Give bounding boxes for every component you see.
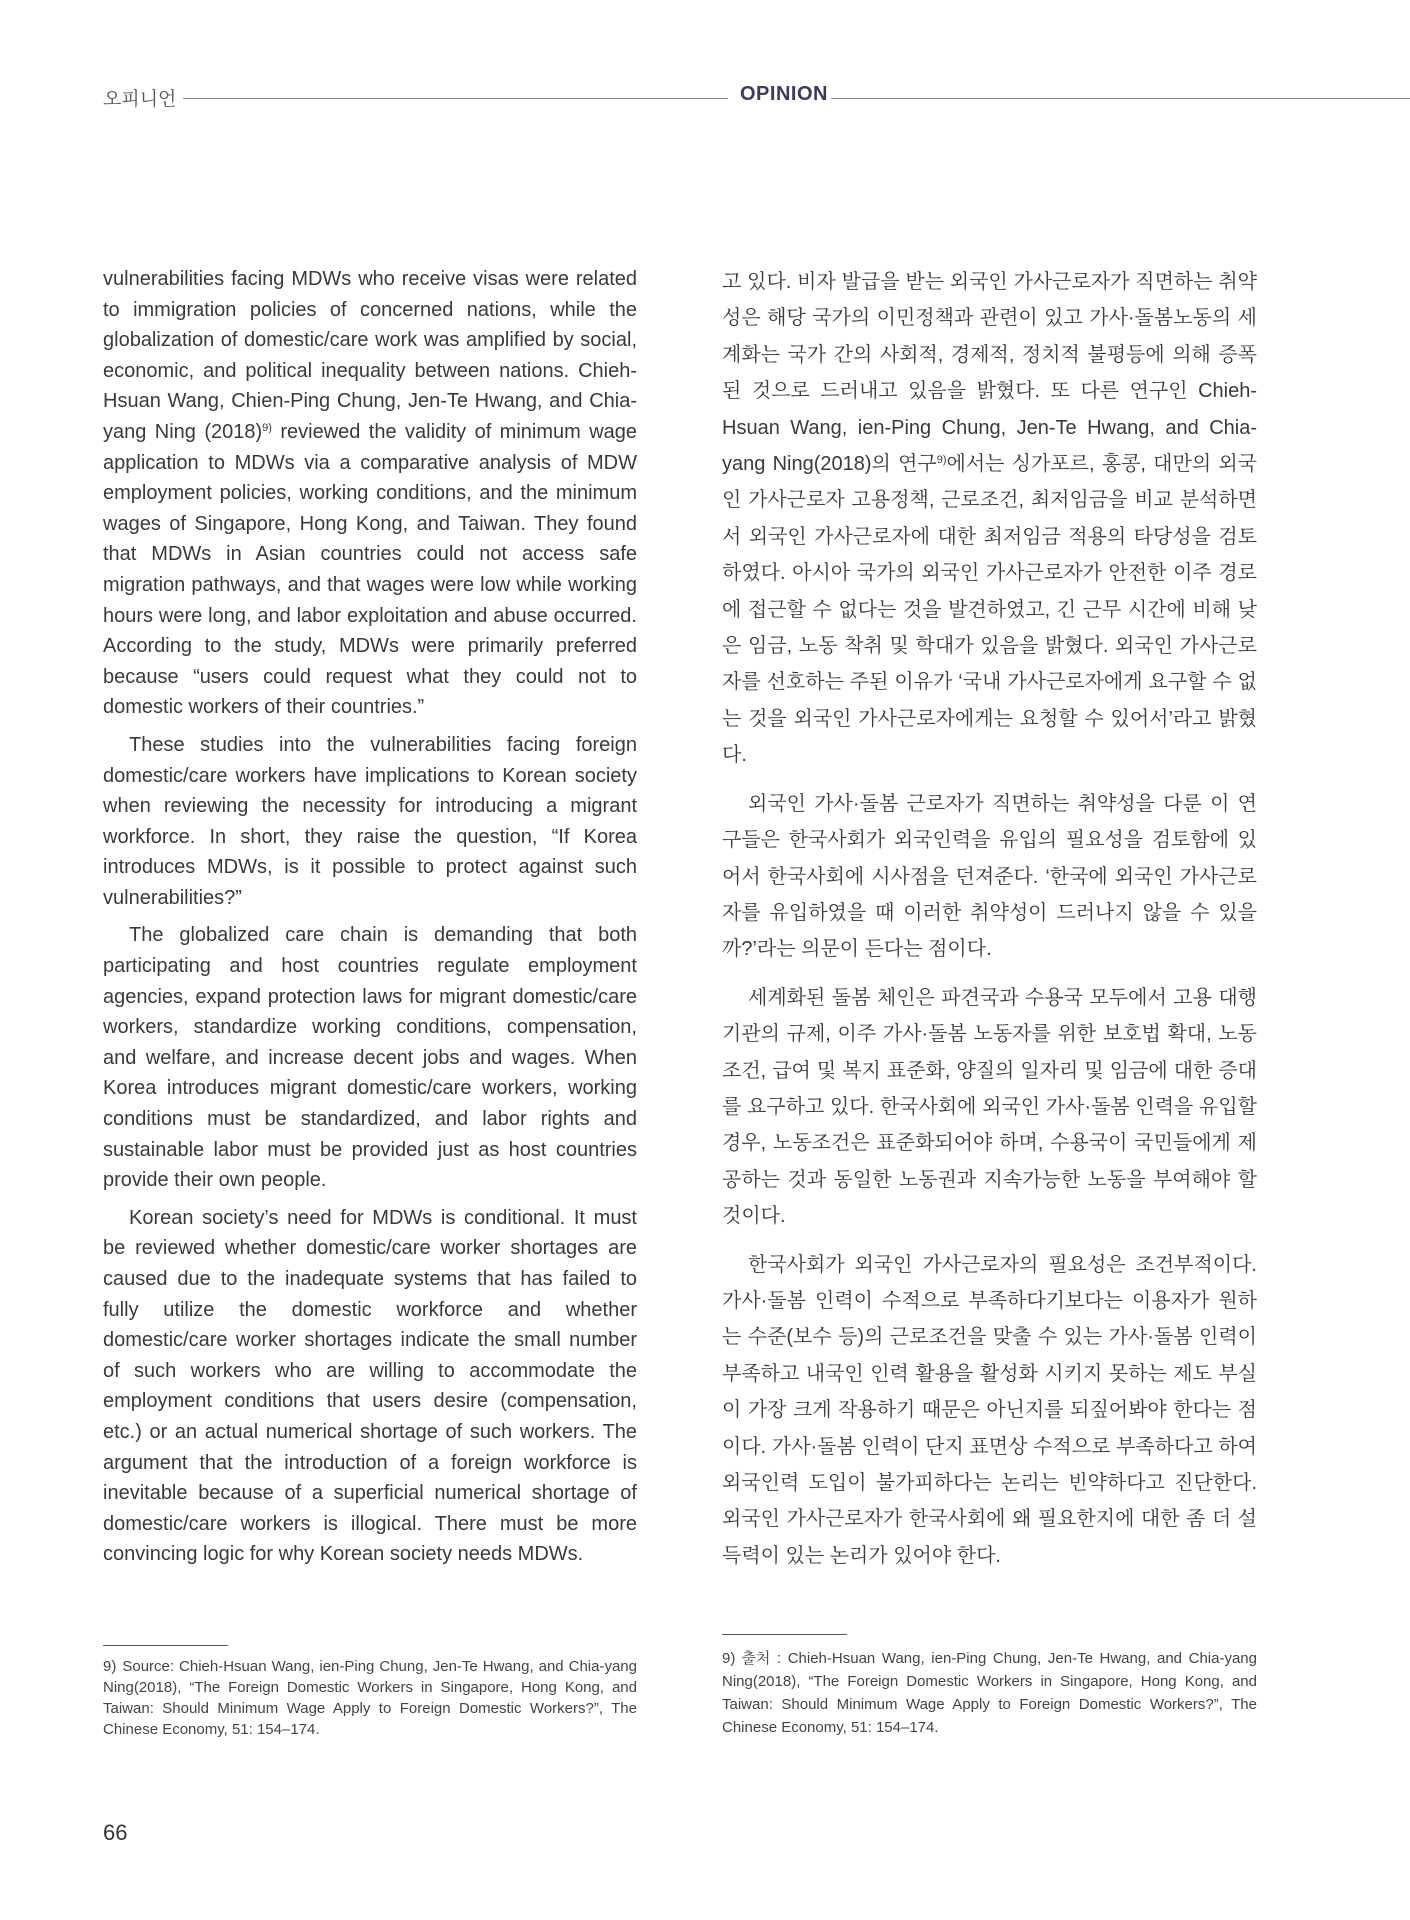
korean-paragraph-1: 고 있다. 비자 발급을 받는 외국인 가사근로자가 직면하는 취약성은 해당 국가의 이민정책과 관련이 있고 가사·돌봄노동의 세계화는 국가 간의 사회적, 경제적, 정치적 불평등에 의해 증폭된 것으로 드러내고 있음을 밝혔다. 또 다른 연구인 Chieh-Hsuan Wang, ien-Ping Chung, Jen-Te Hwang, and Chia-yang Ning(2018)의 연구$^{9)}$에서는 싱가포르, 홍콩, 대만의 외국인 가사근로자 고용정책, 근로조건, 최저임금을 비교 분석하면서 외국인 가사근로자에 대한 최저임금 적용의 타당성을 검토하였다. 아시아 국가의 외국인 가사근로자가 안전한 이주 경로에 접근할 수 없다는 것을 발견하였고, 긴 근무 시간에 비해 낮은 임금, 노동 착취 및 학대가 있음을 밝혔다. 외국인 가사근로자를 선호하는 주된 이유가 ‘국내 가사근로자에게 요구할 수 없는 것을 외국인 가사근로자에게는 요청할 수 있어서’라고 밝혔다.: [722, 271, 1258, 767]
page-number: 66: [103, 1820, 128, 1845]
english-paragraph-3: The globalized care chain is demanding that both participating and host countries regulate employment agencies, expand protection laws for migrant domestic/care workers, standardize working conditions, compensation, and welfare, and increase decent jobs and wages. When Korea introduces migrant domestic/care workers, working conditions must be standardized, and labor rights and sustainable labor must be provided just as host countries provide their own people.: [103, 924, 637, 1192]
english-column: [103, 264, 637, 1577]
footnote-english: 9) Source: Chieh-Hsuan Wang, ien-Ping Chung, Jen-Te Hwang, and Chia-yang Ning(2018), “The Foreign Domestic Workers in Singapore, Hong Kong, and Taiwan: Should Minimum Wage Apply to Foreign Domestic Workers?”, The Chinese Economy, 51: 154–174.: [103, 1658, 637, 1738]
english-paragraph-4: Korean society’s need for MDWs is conditional. It must be reviewed whether domestic/care worker shortages are caused due to the inadequate systems that has failed to fully utilize the domestic workforce and whether domestic/care worker shortages indicate the small number of such workers who are willing to accommodate the employment conditions that users desire (compensation, etc.) or an actual numerical shortage of such workers. The argument that the introduction of a foreign workforce is inevitable because of a superficial numerical shortage of domestic/care workers is illogical. There must be more convincing logic for why Korean society needs MDWs.: [103, 1206, 637, 1566]
english-paragraph-1: vulnerabilities facing MDWs who receive visas were related to immigration policies of concerned nations, while the globalization of domestic/care work was amplified by social, economic, and political inequality between nations. Chieh-Hsuan Wang, Chien-Ping Chung, Jen-Te Hwang, and Chia-yang Ning $(2018)^{9)}$ reviewed the validity of minimum wage application to MDWs via a comparative analysis of MDW employment policies, working conditions, and the minimum wages of Singapore, Hong Kong, and Taiwan. They found that MDWs in Asian countries could not access safe migration pathways, and that wages were low while working hours were long, and labor exploitation and abuse occurred. According to the study, MDWs were primarily preferred because “users could request what they could not to domestic workers of their countries.”: [103, 268, 638, 719]
korean-paragraph-4: 한국사회가 외국인 가사근로자의 필요성은 조건부적이다. 가사·돌봄 인력이 수적으로 부족하다기보다는 이용자가 원하는 수준(보수 등)의 근로조건을 맞출 수 있는 가사·돌봄 인력이 부족하고 내국인 인력 활용을 활성화 시키지 못하는 제도 부실이 가장 크게 작용하기 때문은 아닌지를 되짚어봐야 한다는 점이다. 가사·돌봄 인력이 단지 표면상 수적으로 부족하다고 하여 외국인력 도입이 불가피하다는 논리는 빈약하다고 진단한다. 외국인 가사근로자가 한국사회에 왜 필요한지에 대한 좀 더 설득력이 있는 논리가 있어야 한다.: [722, 1253, 1257, 1567]
header-rule-left: [183, 98, 728, 99]
footnote-korean: 9) 출처 : Chieh-Hsuan Wang, ien-Ping Chung, Jen-Te Hwang, and Chia-yang Ning(2018), “The Foreign Domestic Workers in Singapore, Hong Kong, and Taiwan: Should Minimum Wage Apply to Foreign Domestic Workers?”, The Chinese Economy, 51: 154–174.: [722, 1650, 1257, 1736]
footnote-rule-left: [103, 1645, 228, 1646]
header-rule-right: [831, 98, 1410, 99]
english-paragraph-2: These studies into the vulnerabilities facing foreign domestic/care workers have implications to Korean society when reviewing the necessity for introducing a migrant workforce. In short, they raise the question, “If Korea introduces MDWs, is it possible to protect against such vulnerabilities?”: [103, 733, 637, 909]
running-header: [103, 84, 1410, 114]
korean-column: [722, 264, 1257, 1586]
section-label-english: OPINION: [740, 83, 828, 105]
korean-paragraph-2: 외국인 가사·돌봄 근로자가 직면하는 취약성을 다룬 이 연구들은 한국사회가 외국인력을 유입의 필요성을 검토함에 있어서 한국사회에 시사점을 던져준다. ‘한국에 외국인 가사근로자를 유입하였을 때 이러한 취약성이 드러나지 않을 수 있을까?’라는 의문이 든다는 점이다.: [722, 792, 1257, 961]
footnote-ref: 9): [262, 421, 272, 434]
footnote-rule-right: [722, 1634, 847, 1635]
section-label-korean: 오피니언: [103, 89, 177, 110]
footnote-ref: 9): [936, 454, 947, 467]
korean-paragraph-3: 세계화된 돌봄 체인은 파견국과 수용국 모두에서 고용 대행기관의 규제, 이주 가사·돌봄 노동자를 위한 보호법 확대, 노동 조건, 급여 및 복지 표준화, 양질의 일자리 및 임금에 대한 증대를 요구하고 있다. 한국사회에 외국인 가사·돌봄 인력을 유입할 경우, 노동조건은 표준화되어야 하며, 수용국이 국민들에게 제공하는 것과 동일한 노동권과 지속가능한 노동을 부여해야 할 것이다.: [722, 986, 1257, 1228]
